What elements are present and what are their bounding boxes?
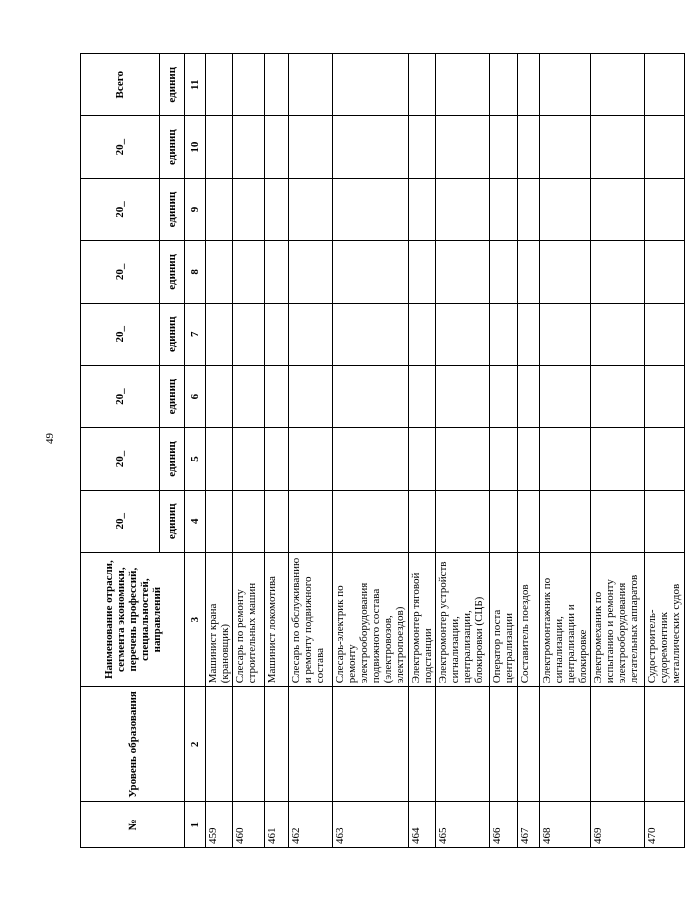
value-cell	[265, 490, 289, 552]
header-name: Наименование отрасли, сегмента экономики, перечень профессий, специальностей, направлений	[81, 552, 185, 686]
table-row	[409, 54, 436, 848]
value-cell	[289, 241, 333, 303]
unit-cell: единиц	[160, 241, 185, 303]
profession-name: Машинист локомотива	[265, 552, 289, 686]
value-cell	[333, 241, 409, 303]
value-cell	[540, 116, 591, 178]
table-row	[206, 54, 233, 848]
value-cell	[409, 490, 436, 552]
page-number: 49	[44, 433, 56, 444]
table-row	[490, 54, 518, 848]
row-number: 469	[591, 802, 645, 848]
value-cell	[233, 178, 265, 240]
value-cell	[540, 178, 591, 240]
value-cell	[591, 303, 645, 365]
value-cell	[518, 428, 540, 490]
table-row	[518, 54, 540, 848]
unit-cell: единиц	[160, 365, 185, 427]
value-cell	[436, 365, 490, 427]
header-year-3: 20_	[81, 365, 160, 427]
value-cell	[591, 428, 645, 490]
professions-table	[80, 53, 685, 848]
profession-name: Электромонтажник по сигнализации, централизации и блокировке	[540, 552, 591, 686]
column-number: 11	[185, 54, 206, 116]
rotated-table-area	[80, 53, 682, 848]
header-total: Всего	[81, 54, 160, 116]
value-cell	[436, 303, 490, 365]
value-cell	[645, 178, 685, 240]
education-level-cell	[265, 687, 289, 802]
education-level-cell	[490, 687, 518, 802]
column-number: 6	[185, 365, 206, 427]
header-year-2: 20_	[81, 428, 160, 490]
value-cell	[265, 428, 289, 490]
value-cell	[409, 428, 436, 490]
value-cell	[409, 241, 436, 303]
value-cell	[540, 428, 591, 490]
column-number: 7	[185, 303, 206, 365]
column-number: 2	[185, 687, 206, 802]
value-cell	[436, 241, 490, 303]
value-cell	[490, 241, 518, 303]
value-cell	[289, 178, 333, 240]
value-cell	[645, 241, 685, 303]
value-cell	[591, 241, 645, 303]
profession-name: Составитель поездов	[518, 552, 540, 686]
value-cell	[518, 178, 540, 240]
value-cell	[490, 365, 518, 427]
education-level-cell	[333, 687, 409, 802]
value-cell	[233, 54, 265, 116]
value-cell	[518, 365, 540, 427]
value-cell	[289, 54, 333, 116]
column-number: 1	[185, 802, 206, 848]
value-cell	[333, 428, 409, 490]
column-number: 5	[185, 428, 206, 490]
profession-name: Электромеханик по испытанию и ремонту электрооборудования летательных аппаратов	[591, 552, 645, 686]
education-level-cell	[518, 687, 540, 802]
value-cell	[409, 303, 436, 365]
unit-cell: единиц	[160, 490, 185, 552]
value-cell	[645, 428, 685, 490]
value-cell	[490, 428, 518, 490]
column-number: 9	[185, 178, 206, 240]
profession-name: Слесарь-электрик по ремонту электрооборудования подвижного состава (электровозов, электропоездов)	[333, 552, 409, 686]
value-cell	[518, 54, 540, 116]
value-cell	[333, 54, 409, 116]
value-cell	[265, 178, 289, 240]
value-cell	[490, 303, 518, 365]
value-cell	[289, 303, 333, 365]
education-level-cell	[289, 687, 333, 802]
profession-name: Слесарь по обслуживанию и ремонту подвижного состава	[289, 552, 333, 686]
value-cell	[490, 54, 518, 116]
table-body	[206, 54, 685, 848]
value-cell	[591, 178, 645, 240]
value-cell	[265, 303, 289, 365]
value-cell	[540, 490, 591, 552]
education-level-cell	[206, 687, 233, 802]
value-cell	[591, 365, 645, 427]
value-cell	[540, 365, 591, 427]
value-cell	[645, 490, 685, 552]
header-year-6: 20_	[81, 178, 160, 240]
profession-name: Слесарь по ремонту строительных машин	[233, 552, 265, 686]
value-cell	[289, 428, 333, 490]
value-cell	[409, 116, 436, 178]
value-cell	[233, 116, 265, 178]
value-cell	[233, 303, 265, 365]
value-cell	[518, 241, 540, 303]
value-cell	[518, 303, 540, 365]
profession-name: Оператор поста централизации	[490, 552, 518, 686]
education-level-cell	[409, 687, 436, 802]
value-cell	[409, 54, 436, 116]
value-cell	[518, 490, 540, 552]
value-cell	[409, 365, 436, 427]
column-number: 8	[185, 241, 206, 303]
value-cell	[436, 428, 490, 490]
profession-name: Судостроитель-судоремонтник металлических судов	[645, 552, 685, 686]
value-cell	[591, 116, 645, 178]
value-cell	[518, 116, 540, 178]
value-cell	[436, 116, 490, 178]
value-cell	[289, 490, 333, 552]
value-cell	[265, 365, 289, 427]
education-level-cell	[645, 687, 685, 802]
value-cell	[333, 303, 409, 365]
education-level-cell	[540, 687, 591, 802]
table-row	[233, 54, 265, 848]
unit-cell: единиц	[160, 116, 185, 178]
value-cell	[233, 365, 265, 427]
table-row	[333, 54, 409, 848]
value-cell	[206, 428, 233, 490]
education-level-cell	[233, 687, 265, 802]
unit-cell: единиц	[160, 303, 185, 365]
row-number: 461	[265, 802, 289, 848]
value-cell	[206, 54, 233, 116]
row-number: 464	[409, 802, 436, 848]
header-level: Уровень образования	[81, 687, 185, 802]
table-row	[645, 54, 685, 848]
value-cell	[233, 490, 265, 552]
value-cell	[206, 365, 233, 427]
profession-name: Электромонтер тяговой подстанции	[409, 552, 436, 686]
unit-cell: единиц	[160, 54, 185, 116]
education-level-cell	[436, 687, 490, 802]
value-cell	[206, 116, 233, 178]
education-level-cell	[591, 687, 645, 802]
value-cell	[436, 54, 490, 116]
value-cell	[289, 365, 333, 427]
value-cell	[233, 428, 265, 490]
value-cell	[436, 178, 490, 240]
row-number: 467	[518, 802, 540, 848]
value-cell	[206, 303, 233, 365]
value-cell	[645, 365, 685, 427]
unit-cell: единиц	[160, 178, 185, 240]
value-cell	[265, 116, 289, 178]
row-number: 462	[289, 802, 333, 848]
table-row	[265, 54, 289, 848]
header-year-4: 20_	[81, 303, 160, 365]
header-year-5: 20_	[81, 241, 160, 303]
value-cell	[645, 54, 685, 116]
value-cell	[333, 116, 409, 178]
row-number: 468	[540, 802, 591, 848]
header-year-7: 20_	[81, 116, 160, 178]
value-cell	[540, 303, 591, 365]
value-cell	[206, 490, 233, 552]
value-cell	[333, 178, 409, 240]
value-cell	[591, 54, 645, 116]
value-cell	[206, 178, 233, 240]
row-number: 465	[436, 802, 490, 848]
value-cell	[591, 490, 645, 552]
value-cell	[409, 178, 436, 240]
profession-name: Электромонтер устройств сигнализации, централизации, блокировки (СЦБ)	[436, 552, 490, 686]
unit-cell: единиц	[160, 428, 185, 490]
value-cell	[490, 178, 518, 240]
value-cell	[206, 241, 233, 303]
value-cell	[289, 116, 333, 178]
value-cell	[265, 54, 289, 116]
value-cell	[233, 241, 265, 303]
table-row	[540, 54, 591, 848]
value-cell	[540, 241, 591, 303]
table-row	[591, 54, 645, 848]
table-row	[436, 54, 490, 848]
value-cell	[490, 490, 518, 552]
value-cell	[333, 365, 409, 427]
column-number: 10	[185, 116, 206, 178]
header-num: №	[81, 802, 185, 848]
value-cell	[540, 54, 591, 116]
column-number: 4	[185, 490, 206, 552]
table-row	[289, 54, 333, 848]
value-cell	[436, 490, 490, 552]
value-cell	[645, 116, 685, 178]
row-number: 466	[490, 802, 518, 848]
row-number: 460	[233, 802, 265, 848]
column-number: 3	[185, 552, 206, 686]
row-number: 470	[645, 802, 685, 848]
row-number: 463	[333, 802, 409, 848]
value-cell	[645, 303, 685, 365]
value-cell	[490, 116, 518, 178]
header-year-1: 20_	[81, 490, 160, 552]
profession-name: Машинист крана (крановщик)	[206, 552, 233, 686]
value-cell	[333, 490, 409, 552]
row-number: 459	[206, 802, 233, 848]
value-cell	[265, 241, 289, 303]
